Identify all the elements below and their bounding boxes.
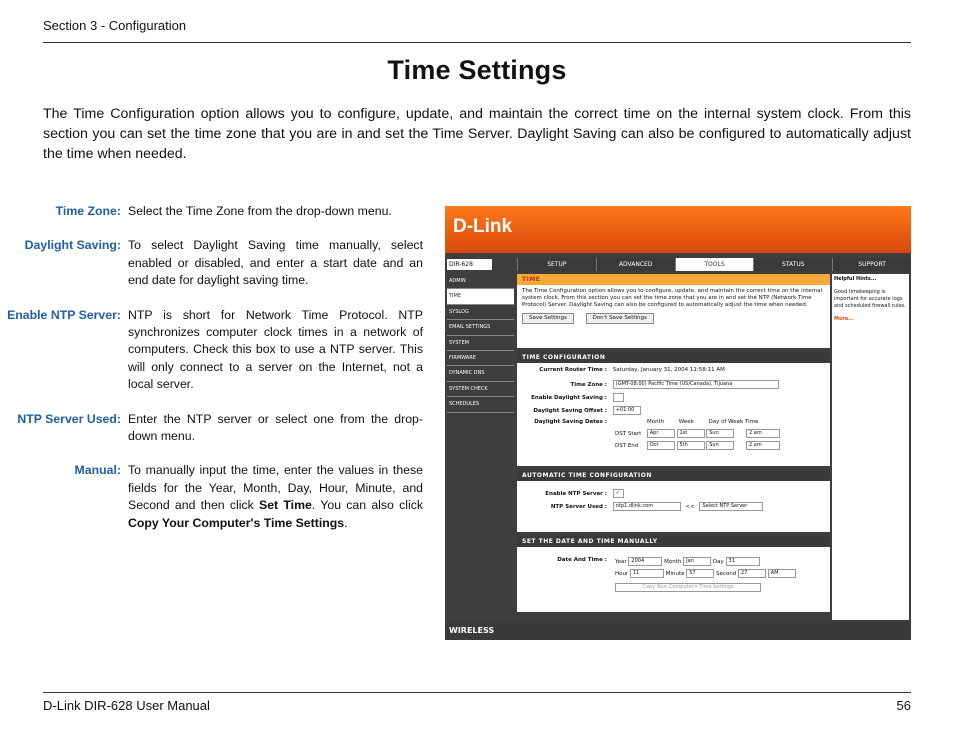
- date-row: [615, 557, 760, 566]
- definition-term: Time Zone:: [55, 204, 121, 218]
- tab-status[interactable]: STATUS: [753, 258, 832, 271]
- dst-end-day-select[interactable]: Sun: [706, 441, 734, 450]
- dst-end-month-select[interactable]: Oct: [647, 441, 675, 450]
- ntp-server-select[interactable]: Select NTP Server: [699, 502, 763, 511]
- panel-title: TIME: [517, 274, 830, 285]
- definitions-list: [0, 203, 425, 549]
- column-header: Month: [647, 419, 665, 425]
- dst-start-month-select[interactable]: Apr: [647, 429, 675, 438]
- sidebar-item-schedules[interactable]: SCHEDULES: [447, 397, 514, 412]
- wireless-footer: WIRELESS: [445, 622, 911, 640]
- copy-row: [615, 583, 761, 592]
- definition-daylight-saving: [0, 237, 425, 289]
- router-screenshot: [445, 206, 911, 640]
- sidebar-item-system[interactable]: SYSTEM: [447, 336, 514, 351]
- hour-select[interactable]: 11: [630, 569, 664, 578]
- desc-bold: Copy Your Computer's Time Settings: [128, 515, 345, 530]
- dont-save-settings-button[interactable]: Don't Save Settings: [586, 313, 654, 324]
- month-select[interactable]: Jan: [683, 557, 711, 566]
- sidebar-item-system-check[interactable]: SYSTEM CHECK: [447, 382, 514, 397]
- year-select[interactable]: 2004: [628, 557, 662, 566]
- definition-term: NTP Server Used:: [17, 411, 121, 426]
- router-tabs: [517, 258, 911, 271]
- panel-body: [517, 285, 830, 327]
- dst-end-row: [615, 441, 780, 450]
- dst-start-row: [615, 429, 780, 438]
- ntp-arrows[interactable]: <<: [685, 504, 695, 510]
- dst-end-week-select[interactable]: 5th: [677, 441, 705, 450]
- panel-text: The Time Configuration option allows you to configure, update, and maintain the correct time on the internal system clock. From this section you can set the time zone that you are in and set the NTP (Network Time Protocol) Server. Daylight Saving can also be configured to automatically adjust the time when needed.: [522, 288, 823, 308]
- panel-title: AUTOMATIC TIME CONFIGURATION: [517, 470, 830, 481]
- field-label: Daylight Saving Offset :: [533, 408, 607, 414]
- dst-start-day-select[interactable]: Sun: [706, 429, 734, 438]
- current-time-row: [517, 367, 725, 374]
- router-sidebar: [447, 274, 514, 413]
- tab-tools[interactable]: TOOLS: [675, 258, 754, 271]
- auto-config-panel: [517, 470, 830, 532]
- definition-term: Enable NTP Server:: [7, 307, 121, 322]
- field-label: Month: [664, 559, 682, 565]
- field-label: Enable NTP Server :: [545, 491, 607, 497]
- sidebar-item-syslog[interactable]: SYSLOG: [447, 305, 514, 320]
- help-text: Good timekeeping is important for accurate logs and scheduled firewall rules.: [834, 289, 906, 309]
- router-header: [445, 206, 911, 253]
- field-label: NTP Server Used :: [550, 504, 607, 510]
- definition-desc: To select Daylight Saving time manually, select enabled or disabled, and enter a start date and an end date for daylight saving time.: [128, 238, 423, 288]
- model-badge: DIR-628: [447, 259, 492, 270]
- day-select[interactable]: 31: [726, 557, 760, 566]
- dst-start-time-select[interactable]: 2 am: [746, 429, 780, 438]
- definition-desc: NTP is short for Network Time Protocol. NTP synchronizes computer clock times in a network of computers. Check this box to use a NTP server. This will only connect to a server on the Internet, not a local server.: [128, 307, 423, 392]
- desc-text: . You can also click: [311, 498, 424, 513]
- dst-enable-row: [517, 393, 624, 402]
- help-title: Helpful Hints...: [834, 276, 877, 282]
- field-label: Date And Time :: [557, 557, 607, 563]
- save-settings-button[interactable]: Save Settings: [522, 313, 574, 324]
- field-label: Day: [712, 559, 724, 565]
- sidebar-item-email[interactable]: EMAIL SETTINGS: [447, 320, 514, 335]
- time-zone-select[interactable]: (GMT-08:00) Pacific Time (US/Canada), Tijuana: [613, 380, 779, 389]
- panel-body: [517, 547, 830, 615]
- section-label: Section 3 - Configuration: [43, 18, 187, 33]
- intro-paragraph: The Time Configuration option allows you to configure, update, and maintain the correct time on the internal system clock. From this section you can set the time zone that you are in and set the Time Server. Daylight Saving can also be configured to automatically adjust the time when needed.: [43, 106, 911, 162]
- help-more-link[interactable]: More...: [834, 316, 854, 322]
- time-config-panel: [517, 352, 830, 466]
- field-label: Year: [615, 559, 627, 565]
- dst-dates-row: [517, 419, 607, 426]
- definition-desc: [128, 462, 423, 532]
- sidebar-item-time[interactable]: TIME: [447, 289, 514, 304]
- tab-setup[interactable]: SETUP: [517, 258, 596, 271]
- dst-start-week-select[interactable]: 1st: [677, 429, 705, 438]
- definition-desc: Select the Time Zone from the drop-down menu.: [128, 204, 392, 218]
- field-label: Enable Daylight Saving :: [531, 395, 607, 401]
- field-label: Hour: [615, 571, 629, 577]
- tab-advanced[interactable]: ADVANCED: [596, 258, 675, 271]
- copy-computer-time-button[interactable]: Copy Your Computer's Time Settings: [615, 583, 761, 592]
- tab-support[interactable]: SUPPORT: [832, 258, 911, 271]
- definition-manual: [0, 462, 425, 532]
- sidebar-item-admin[interactable]: ADMIN: [447, 274, 514, 289]
- minute-select[interactable]: 57: [686, 569, 714, 578]
- panel-title: TIME CONFIGURATION: [517, 352, 830, 363]
- top-rule: [43, 42, 911, 43]
- field-label: DST End: [615, 443, 639, 449]
- dst-column-headers: [647, 419, 758, 426]
- desc-bold: Set Time: [259, 498, 312, 513]
- field-label: Current Router Time :: [539, 367, 607, 373]
- field-label: Minute: [665, 571, 685, 577]
- desc-text: .: [344, 515, 348, 530]
- footer-page-number: 56: [896, 698, 911, 713]
- column-header: Day of Week: [708, 419, 744, 425]
- manual-time-panel: [517, 536, 830, 612]
- definition-term: Manual:: [74, 463, 121, 478]
- panel-body: [517, 481, 830, 535]
- bottom-rule: [43, 692, 911, 693]
- dst-offset-row: [517, 406, 641, 415]
- dlink-logo: D-Link: [453, 216, 513, 237]
- panel-body: [517, 363, 830, 469]
- ampm-select[interactable]: AM: [768, 569, 796, 578]
- column-header: Week: [678, 419, 694, 425]
- ntp-enable-checkbox[interactable]: ✓: [613, 489, 624, 498]
- dst-offset-select[interactable]: +01:00: [613, 406, 641, 415]
- dst-end-time-select[interactable]: 2 am: [746, 441, 780, 450]
- ntp-enable-row: [517, 489, 624, 498]
- ntp-used-row: [517, 502, 763, 511]
- footer-manual-name: D-Link DIR-628 User Manual: [43, 698, 210, 713]
- date-time-label-row: [517, 557, 607, 564]
- definition-time-zone: [0, 203, 425, 220]
- page-title: Time Settings: [387, 55, 567, 85]
- desc-text: To manually input the time, enter the values in these fields for the Year, Month, Day, Hour, Minute, and Second and then click: [128, 463, 423, 513]
- time-row: [615, 569, 796, 578]
- current-time-value: Saturday, January 31, 2004 11:58:11 AM: [612, 367, 725, 373]
- second-select[interactable]: 27: [738, 569, 766, 578]
- definition-desc: Enter the NTP server or select one from the drop-down menu.: [128, 411, 423, 444]
- dst-enable-checkbox[interactable]: [613, 393, 624, 402]
- router-main: [517, 274, 830, 620]
- panel-title: SET THE DATE AND TIME MANUALLY: [517, 536, 830, 547]
- definition-ntp-server-used: [0, 411, 425, 446]
- column-header: Time: [744, 419, 759, 425]
- field-label: Time Zone :: [570, 382, 607, 388]
- ntp-server-input[interactable]: ntp1.dlink.com: [613, 502, 681, 511]
- sidebar-item-firmware[interactable]: FIRMWARE: [447, 351, 514, 366]
- sidebar-item-ddns[interactable]: DYNAMIC DNS: [447, 366, 514, 381]
- help-panel: [832, 274, 909, 620]
- time-zone-row: [517, 380, 779, 389]
- definition-enable-ntp: [0, 307, 425, 394]
- field-label: DST Start: [615, 431, 642, 437]
- time-panel: [517, 274, 830, 348]
- definition-term: Daylight Saving:: [24, 238, 121, 253]
- field-label: Second: [716, 571, 737, 577]
- field-label: Daylight Saving Dates :: [534, 419, 607, 425]
